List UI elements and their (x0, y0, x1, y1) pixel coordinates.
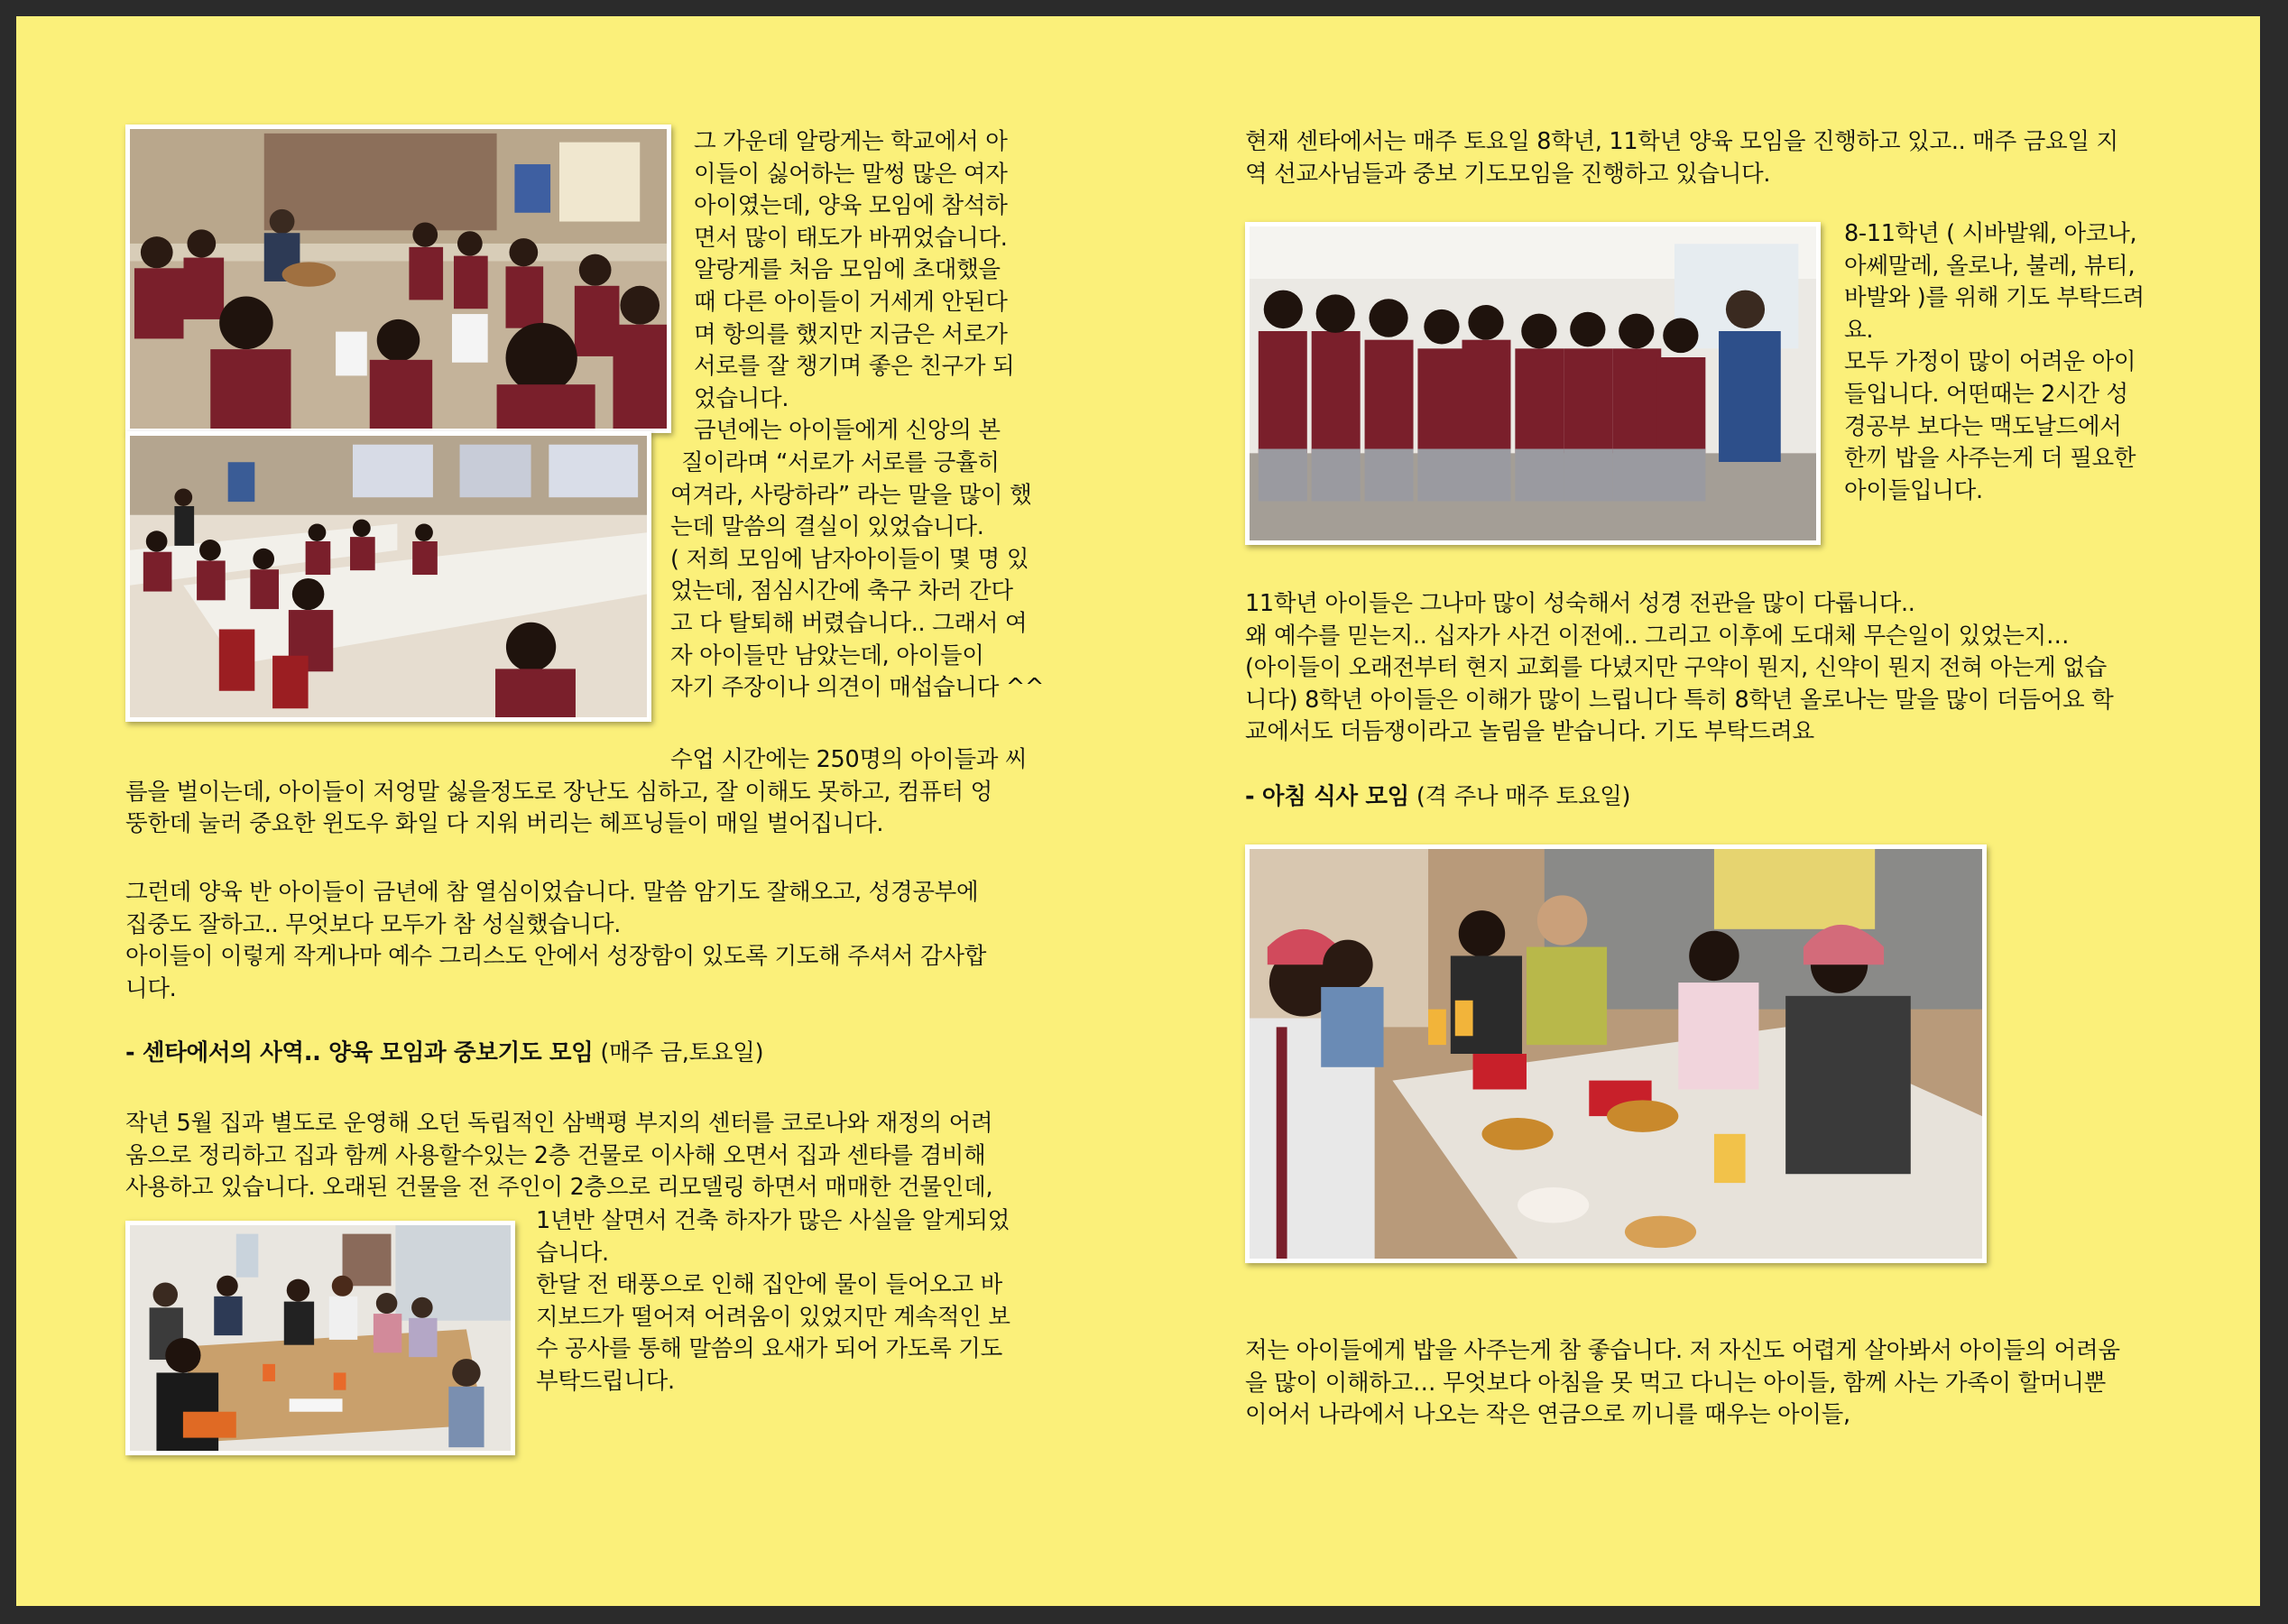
document-page (16, 16, 2260, 1606)
text-line: 저는 아이들에게 밥을 사주는게 참 좋습니다. 저 자신도 어렵게 살아봐서 아이들의 어려움 (1245, 1337, 2120, 1364)
text-line: 이어서 나라에서 나오는 작은 연금으로 끼니를 때우는 아이들, (1245, 1401, 1850, 1429)
schedule-paragraph (1245, 126, 2118, 190)
text-line: 바발와 )를 위해 기도 부탁드려 (1844, 284, 2145, 312)
center-ministry-heading (125, 1038, 763, 1070)
text-line: 1년반 살면서 건축 하자가 많은 사실을 알게되었 (536, 1207, 1010, 1234)
text-line: 집중도 잘하고.. 무엇보다 모두가 참 성실했습니다. (125, 910, 622, 938)
building-paragraph (536, 1205, 1010, 1398)
text-line: 모두 가정이 많이 어려운 아이 (1844, 348, 2136, 376)
text-line: 들입니다. 어떤때는 2시간 성 (1844, 380, 2128, 408)
text-line: 수업 시간에는 250명의 아이들과 씨 (670, 746, 1028, 773)
text-line: 수 공사를 통해 말씀의 요새가 되어 가도록 기도 (536, 1335, 1002, 1363)
text-line: 뚱한데 눌러 중요한 윈도우 화일 다 지워 버리는 헤프닝들이 매일 벌어집니다. (125, 810, 884, 838)
text-line: 현재 센타에서는 매주 토요일 8학년, 11학년 양육 모임을 진행하고 있고.. 매주 금요일 지 (1245, 128, 2118, 155)
text-line: ( 저희 모임에 남자아이들이 몇 명 있 (670, 545, 1029, 573)
photo-prayer-meeting (125, 1221, 515, 1455)
photo-breakfast-mcdonalds (1245, 844, 1987, 1263)
text-line: 여겨라, 사랑하라” 라는 말을 많이 했 (670, 481, 1032, 509)
text-line: 그런데 양육 반 아이들이 금년에 참 열심이었습니다. 말씀 암기도 잘해오고, 성경공부에 (125, 879, 979, 906)
text-line: 면서 많이 태도가 바뀌었습니다. (694, 224, 1008, 252)
text-line: 아이들입니다. (1844, 476, 1983, 504)
text-line: 교에서도 더듬쟁이라고 놀림을 받습니다. 기도 부탁드려요 (1245, 718, 1814, 746)
text-line: 8-11학년 ( 시바발웨, 아코나, (1844, 220, 2137, 247)
photo-classroom-desks (125, 431, 651, 722)
text-line: 아이였는데, 양육 모임에 참석하 (694, 192, 1008, 220)
text-line: 요. (1844, 316, 1874, 344)
text-line: 며 항의를 했지만 지금은 서로가 (694, 320, 1008, 348)
heading-title: - 센타에서의 사역.. 양육 모임과 중보기도 모임 (125, 1039, 594, 1066)
heading-note: (매주 금,토요일) (593, 1039, 764, 1066)
text-line: 그 가운데 알랑게는 학교에서 아 (694, 128, 1008, 155)
text-line: 사용하고 있습니다. 오래된 건물을 전 주인이 2층으로 리모델링 하면서 매매한 건물인데, (125, 1174, 993, 1202)
text-line: 한끼 밥을 사주는게 더 필요한 (1844, 445, 2136, 473)
text-line: 부탁드립니다. (536, 1367, 675, 1395)
photo-students-group (1245, 222, 1821, 545)
prayer-request-paragraph (1844, 218, 2145, 507)
text-line: 알랑게를 처음 모임에 초대했을 (694, 256, 1001, 284)
heading-title: - 아침 식사 모임 (1245, 783, 1410, 810)
text-line: 는데 말씀의 결실이 있었습니다. (670, 513, 984, 541)
closing-paragraph (1245, 1335, 2120, 1432)
center-paragraph (125, 1108, 992, 1204)
text-line: 아이들이 이렇게 작게나마 예수 그리스도 안에서 성장함이 있도록 기도해 주셔서 감사합 (125, 943, 987, 971)
text-line: 서로를 잘 챙기며 좋은 친구가 되 (694, 353, 1015, 381)
text-line: 움으로 정리하고 집과 함께 사용할수있는 2층 건물로 이사해 오면서 집과 센타를 겸비해 (125, 1141, 986, 1169)
text-line: 자 아이들만 남았는데, 아이들이 (670, 641, 984, 669)
heading-note: (격 주나 매주 토요일) (1409, 783, 1631, 810)
text-line: 니다. (125, 974, 177, 1002)
text-line: 니다) 8학년 아이들은 이해가 많이 느립니다 특히 8학년 올로나는 말을 많이 더듬어요 학 (1245, 686, 2114, 714)
text-line: 습니다. (536, 1239, 609, 1267)
gratitude-paragraph (125, 877, 986, 1005)
text-line: 었습니다. (694, 384, 789, 412)
text-line: 을 많이 이해하고… 무엇보다 아침을 못 먹고 다니는 아이들, 함께 사는 가족이 할머니뿐 (1245, 1369, 2106, 1397)
text-line: 작년 5월 집과 별도로 운영해 오던 독립적인 삼백평 부지의 센터를 코로나와 재정의 어려 (125, 1110, 993, 1137)
text-line: 경공부 보다는 맥도날드에서 (1844, 412, 2122, 440)
grade-paragraph (1245, 588, 2114, 749)
text-line: 아쎄말레, 올로나, 불레, 뷰티, (1844, 252, 2136, 280)
class-paragraph (125, 744, 1027, 841)
text-line: 지보드가 떨어져 어려움이 있었지만 계속적인 보 (536, 1303, 1010, 1331)
text-line: 왜 예수를 믿는지.. 십자가 사건 이전에.. 그리고 이후에 도대체 무슨일이 있었는지… (1245, 622, 2070, 650)
text-line: 한달 전 태풍으로 인해 집안에 물이 들어오고 바 (536, 1271, 1002, 1299)
text-line: 때 다른 아이들이 거세게 안된다 (694, 288, 1008, 316)
text-line: 11학년 아이들은 그나마 많이 성숙해서 성경 전관을 많이 다룹니다.. (1245, 590, 1915, 617)
text-line: 역 선교사님들과 중보 기도모임을 진행하고 있습니다. (1245, 160, 1771, 188)
text-line: 름을 벌이는데, 아이들이 저엉말 싫을정도로 장난도 심하고, 잘 이해도 못하고, 컴퓨터 엉 (125, 778, 992, 806)
text-line: (아이들이 오래전부터 현지 교회를 다녔지만 구약이 뭔지, 신약이 뭔지 전혀 아는게 없습 (1245, 654, 2107, 682)
text-line: 질이라며 “서로가 서로를 긍휼히 (681, 448, 1000, 476)
text-line: 금년에는 아이들에게 신앙의 본 (694, 417, 1001, 445)
text-line: 고 다 탈퇴해 버렸습니다.. 그래서 여 (670, 609, 1028, 637)
intro-paragraph (670, 126, 1045, 705)
text-line: 자기 주장이나 의견이 매섭습니다 ^^ (670, 674, 1045, 702)
photo-classroom-guitar (125, 125, 671, 433)
text-line: 이들이 싫어하는 말썽 많은 여자 (694, 160, 1008, 188)
breakfast-heading (1245, 781, 1630, 814)
text-line: 었는데, 점심시간에 축구 차러 간다 (670, 577, 1013, 605)
